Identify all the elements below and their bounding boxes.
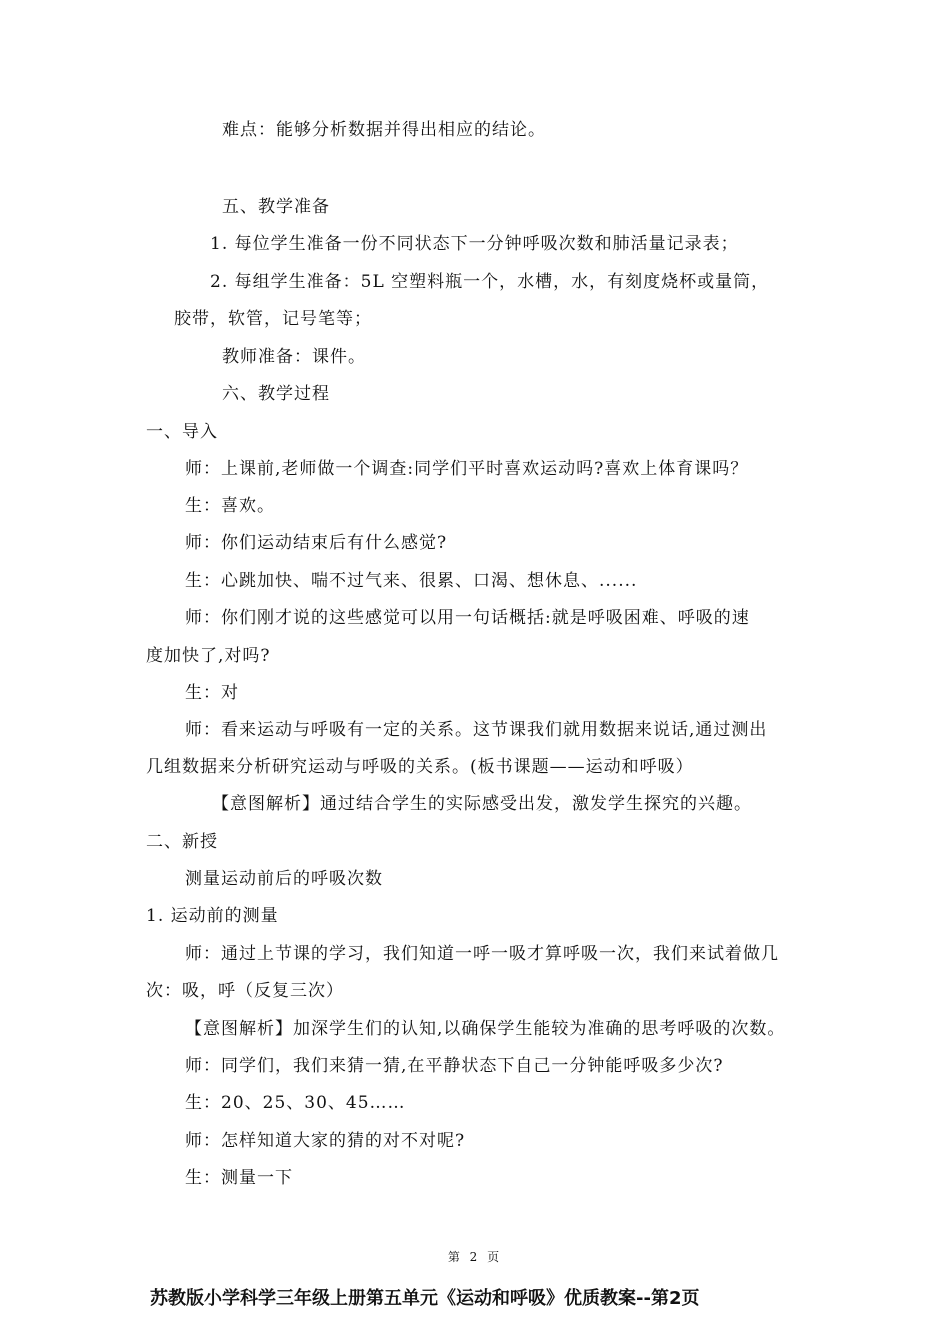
section-heading: 二、新授 — [146, 832, 218, 852]
text-line: 师：你们刚才说的这些感觉可以用一句话概括:就是呼吸困难、呼吸的速 — [185, 608, 750, 628]
intent-note: 【意图解析】加深学生们的认知,以确保学生能较为准确的思考呼吸的次数。 — [185, 1019, 786, 1039]
text-line: 测量运动前后的呼吸次数 — [185, 869, 383, 889]
text-line: 师：你们运动结束后有什么感觉? — [185, 533, 448, 553]
section-heading: 五、教学准备 — [222, 197, 330, 217]
text-line: 师：上课前,老师做一个调查:同学们平时喜欢运动吗?喜欢上体育课吗？ — [185, 459, 749, 479]
text-line: 生：喜欢。 — [185, 496, 275, 516]
text-line: 胶带，软管，记号笔等； — [174, 309, 372, 329]
section-heading: 六、教学过程 — [222, 384, 330, 404]
page-number: 第 2 页 — [447, 1250, 503, 1264]
text-line: 生：心跳加快、喘不过气来、很累、口渴、想休息、...... — [185, 571, 638, 591]
text-line: 几组数据来分析研究运动与呼吸的关系。(板书课题——运动和呼吸） — [146, 757, 694, 777]
text-line: 师：怎样知道大家的猜的对不对呢? — [185, 1131, 466, 1151]
text-line: 师：同学们，我们来猜一猜,在平静状态下自己一分钟能呼吸多少次? — [185, 1056, 724, 1076]
text-line: 度加快了,对吗? — [146, 646, 271, 666]
text-line: 1. 每位学生准备一份不同状态下一分钟呼吸次数和肺活量记录表； — [210, 234, 739, 254]
text-line: 生：对 — [185, 683, 239, 703]
text-line: 次：吸，呼（反复三次） — [146, 981, 344, 1001]
text-line: 难点：能够分析数据并得出相应的结论。 — [222, 120, 546, 140]
footer-caption: 苏教版小学科学三年级上册第五单元《运动和呼吸》优质教案--第2页 — [150, 1288, 700, 1309]
text-line: 1. 运动前的测量 — [146, 906, 279, 926]
text-line: 生：20、25、30、45…… — [185, 1093, 406, 1113]
text-line: 教师准备：课件。 — [222, 347, 366, 367]
text-line: 生：测量一下 — [185, 1168, 293, 1188]
text-line: 师：看来运动与呼吸有一定的关系。这节课我们就用数据来说话,通过测出 — [185, 720, 768, 740]
section-heading: 一、导入 — [146, 422, 218, 442]
text-line: 师：通过上节课的学习，我们知道一呼一吸才算呼吸一次，我们来试着做几 — [185, 944, 779, 964]
intent-note: 【意图解析】通过结合学生的实际感受出发，激发学生探究的兴趣。 — [212, 794, 752, 814]
text-line: 2. 每组学生准备：5L 空塑料瓶一个，水槽，水，有刻度烧杯或量筒， — [210, 272, 770, 292]
